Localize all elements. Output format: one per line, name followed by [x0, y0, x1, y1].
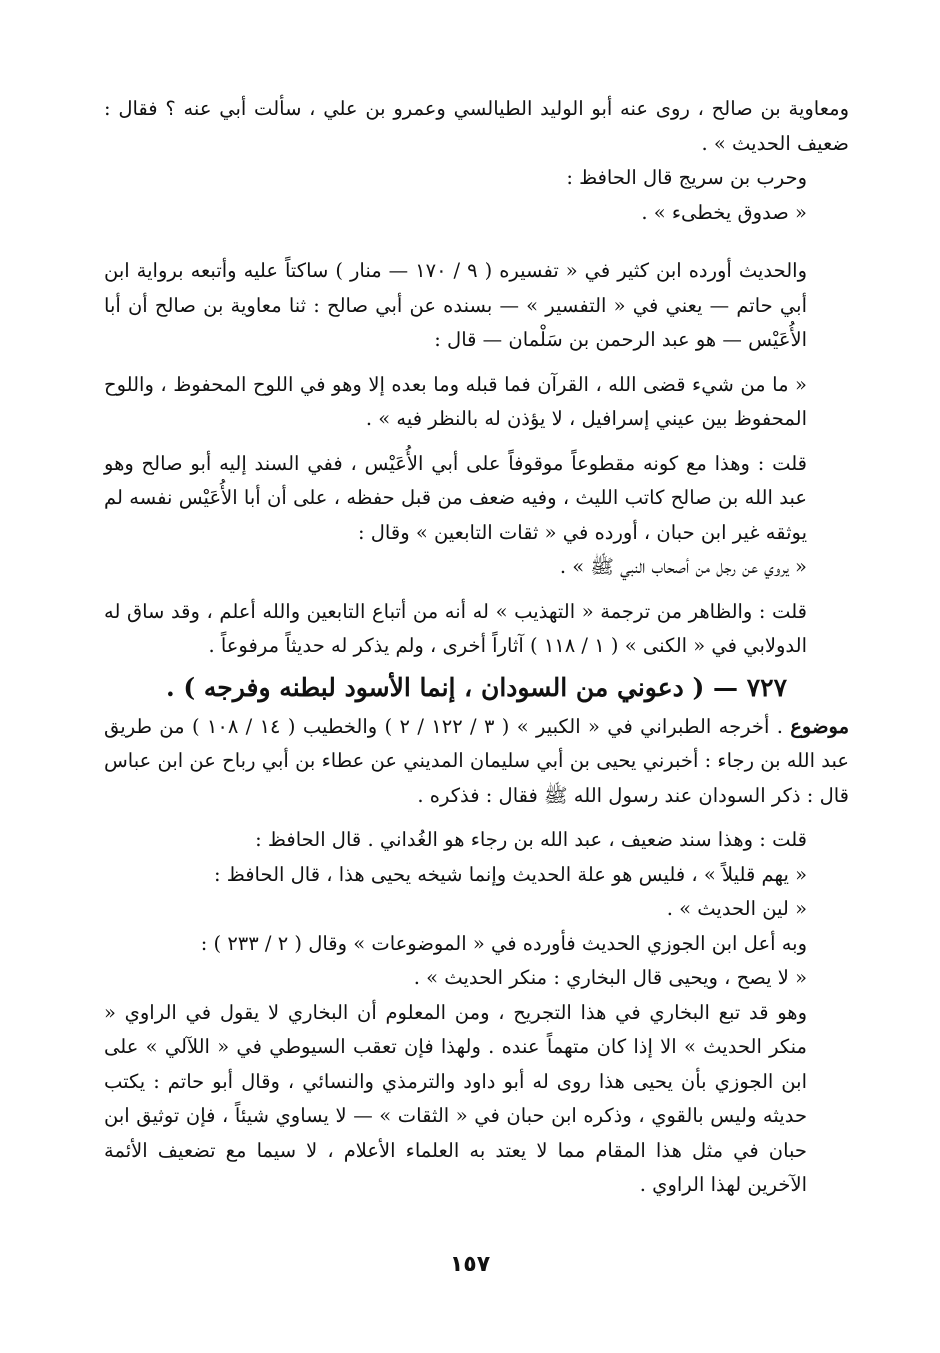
spacer: [104, 358, 849, 368]
paragraph-ibn-jawzi: [104, 927, 849, 996]
page-number: ١٥٧: [449, 1252, 491, 1277]
paragraph-commentary-1: قلت : وهذا مع كونه مقطوعاً موقوفاً على أبي الأُعَيْس ، ففي السند إليه أبو صالح وهو عبد الله بن صالح كاتب الليث ، وفيه ضعف من قبل حفظه ، على أن أبا الأُعَيْس نفسه لم يوثقه غير ابن حبان ، أورده في « ثقات التابعين » وقال :: [104, 451, 807, 544]
hadith-heading: ٧٢٧ — ( دعوني من السودان ، إنما الأسود لبطنه وفرجه ) .: [165, 672, 788, 702]
paragraph-quote-lawh: « ما من شيء قضى الله ، القرآن فما قبله وما بعده إلا وهو في اللوح المحفوظ ، واللوح المحفوظ بين عيني إسرافيل ، لا يؤذن له بالنظر فيه » .: [104, 372, 807, 430]
commentary-3-line-1: قلت : وهذا سند ضعيف ، عبد الله بن رجاء هو الغُداني . قال الحافظ :: [255, 828, 807, 851]
grading-label: موضوع: [790, 714, 850, 738]
takhrij-text: . أخرجه الطبراني في « الكبير » ( ٣ / ١٢٢ / ٢ ) والخطيب ( ١٤ / ١٠٨ ) من طريق عبد الله بن رجاء : أخبرني يحيى بن أبي سليمان المديني عن عطاء بن أبي رباح عن ابن عباس قال : ذكر السودان عند رسول الله ﷺ فقال : فذكره .: [104, 714, 849, 807]
ibn-jawzi-line-2: « لا يصح ، ويحيى قال البخاري : منكر الحديث » .: [413, 966, 807, 989]
paragraph-muawiya: ومعاوية بن صالح ، روى عنه أبو الوليد الطيالسي وعمرو بن علي ، سألت أبي عنه ؟ فقال : ضعيف الحديث » .: [104, 97, 849, 155]
spacer: [104, 437, 849, 447]
spacer: [104, 230, 849, 254]
harb-line: وحرب بن سريج قال الحافظ :: [566, 166, 807, 189]
commentary-3-line-3: « لين الحديث » .: [666, 897, 807, 920]
paragraph-bukhari-discussion: وهو قد تبع البخاري في هذا التجريح ، ومن المعلوم أن البخاري لا يقول في الراوي « منكر الحديث » الا إذا كان متهماً عنده . ولهذا فإن تعقب السيوطي في « اللآلي » على ابن الجوزي بأن يحيى هذا روى له أبو داود والترمذي والنسائي ، وقال أبو حاتم : يكتب حديثه وليس بالقوي ، وذكره ابن حبان في « الثقات » — لا يساوي شيئاً ، فإن توثيق ابن حبان في مثل هذا المقام مما لا يعتد به العلماء الأعلام ، لا سيما مع تضعيف الأئمة الآخرين لهذا الراوي .: [104, 1000, 807, 1196]
ibn-jawzi-line-1: وبه أعل ابن الجوزي الحديث فأورده في « الموضوعات » وقال ( ٢ / ٢٣٣ ) :: [200, 931, 807, 955]
spacer: [104, 585, 849, 595]
harb-quote: « صدوق يخطىء » .: [641, 200, 807, 224]
commentary-3-line-2: « يهم قليلاً » ، فليس هو علة الحديث وإنما شيخه يحيى هذا ، قال الحافظ :: [213, 862, 807, 886]
spacer: [104, 813, 849, 823]
paragraph-harb: [104, 161, 849, 230]
paragraph-quote-sahabi: [104, 550, 849, 585]
page-body: [104, 92, 849, 1203]
quote-sahabi-line: « يروي عن رجل من أصحاب النبي ﷺ » .: [559, 555, 807, 578]
paragraph-commentary-3: [104, 823, 849, 927]
paragraph-commentary-2: قلت : والظاهر من ترجمة « التهذيب » له أنه من أتباع التابعين والله أعلم ، وقد ساق له الدولابي في « الكنى » ( ١ / ١١٨ ) آثاراً أخرى ، ولم يذكر له حديثاً مرفوعاً .: [104, 599, 807, 657]
paragraph-ibn-kathir: والحديث أورده ابن كثير في « تفسيره ( ٩ / ١٧٠ — منار ) ساكتاً عليه وأتبعه برواية ابن أبي حاتم — يعني في « التفسير » — بسنده عن أبي صالح : ثنا معاوية بن صالح أن أبا الأُعَيْس — هو عبد الرحمن بن سَلْمان — قال :: [104, 259, 808, 351]
paragraph-takhrij: [104, 710, 849, 814]
